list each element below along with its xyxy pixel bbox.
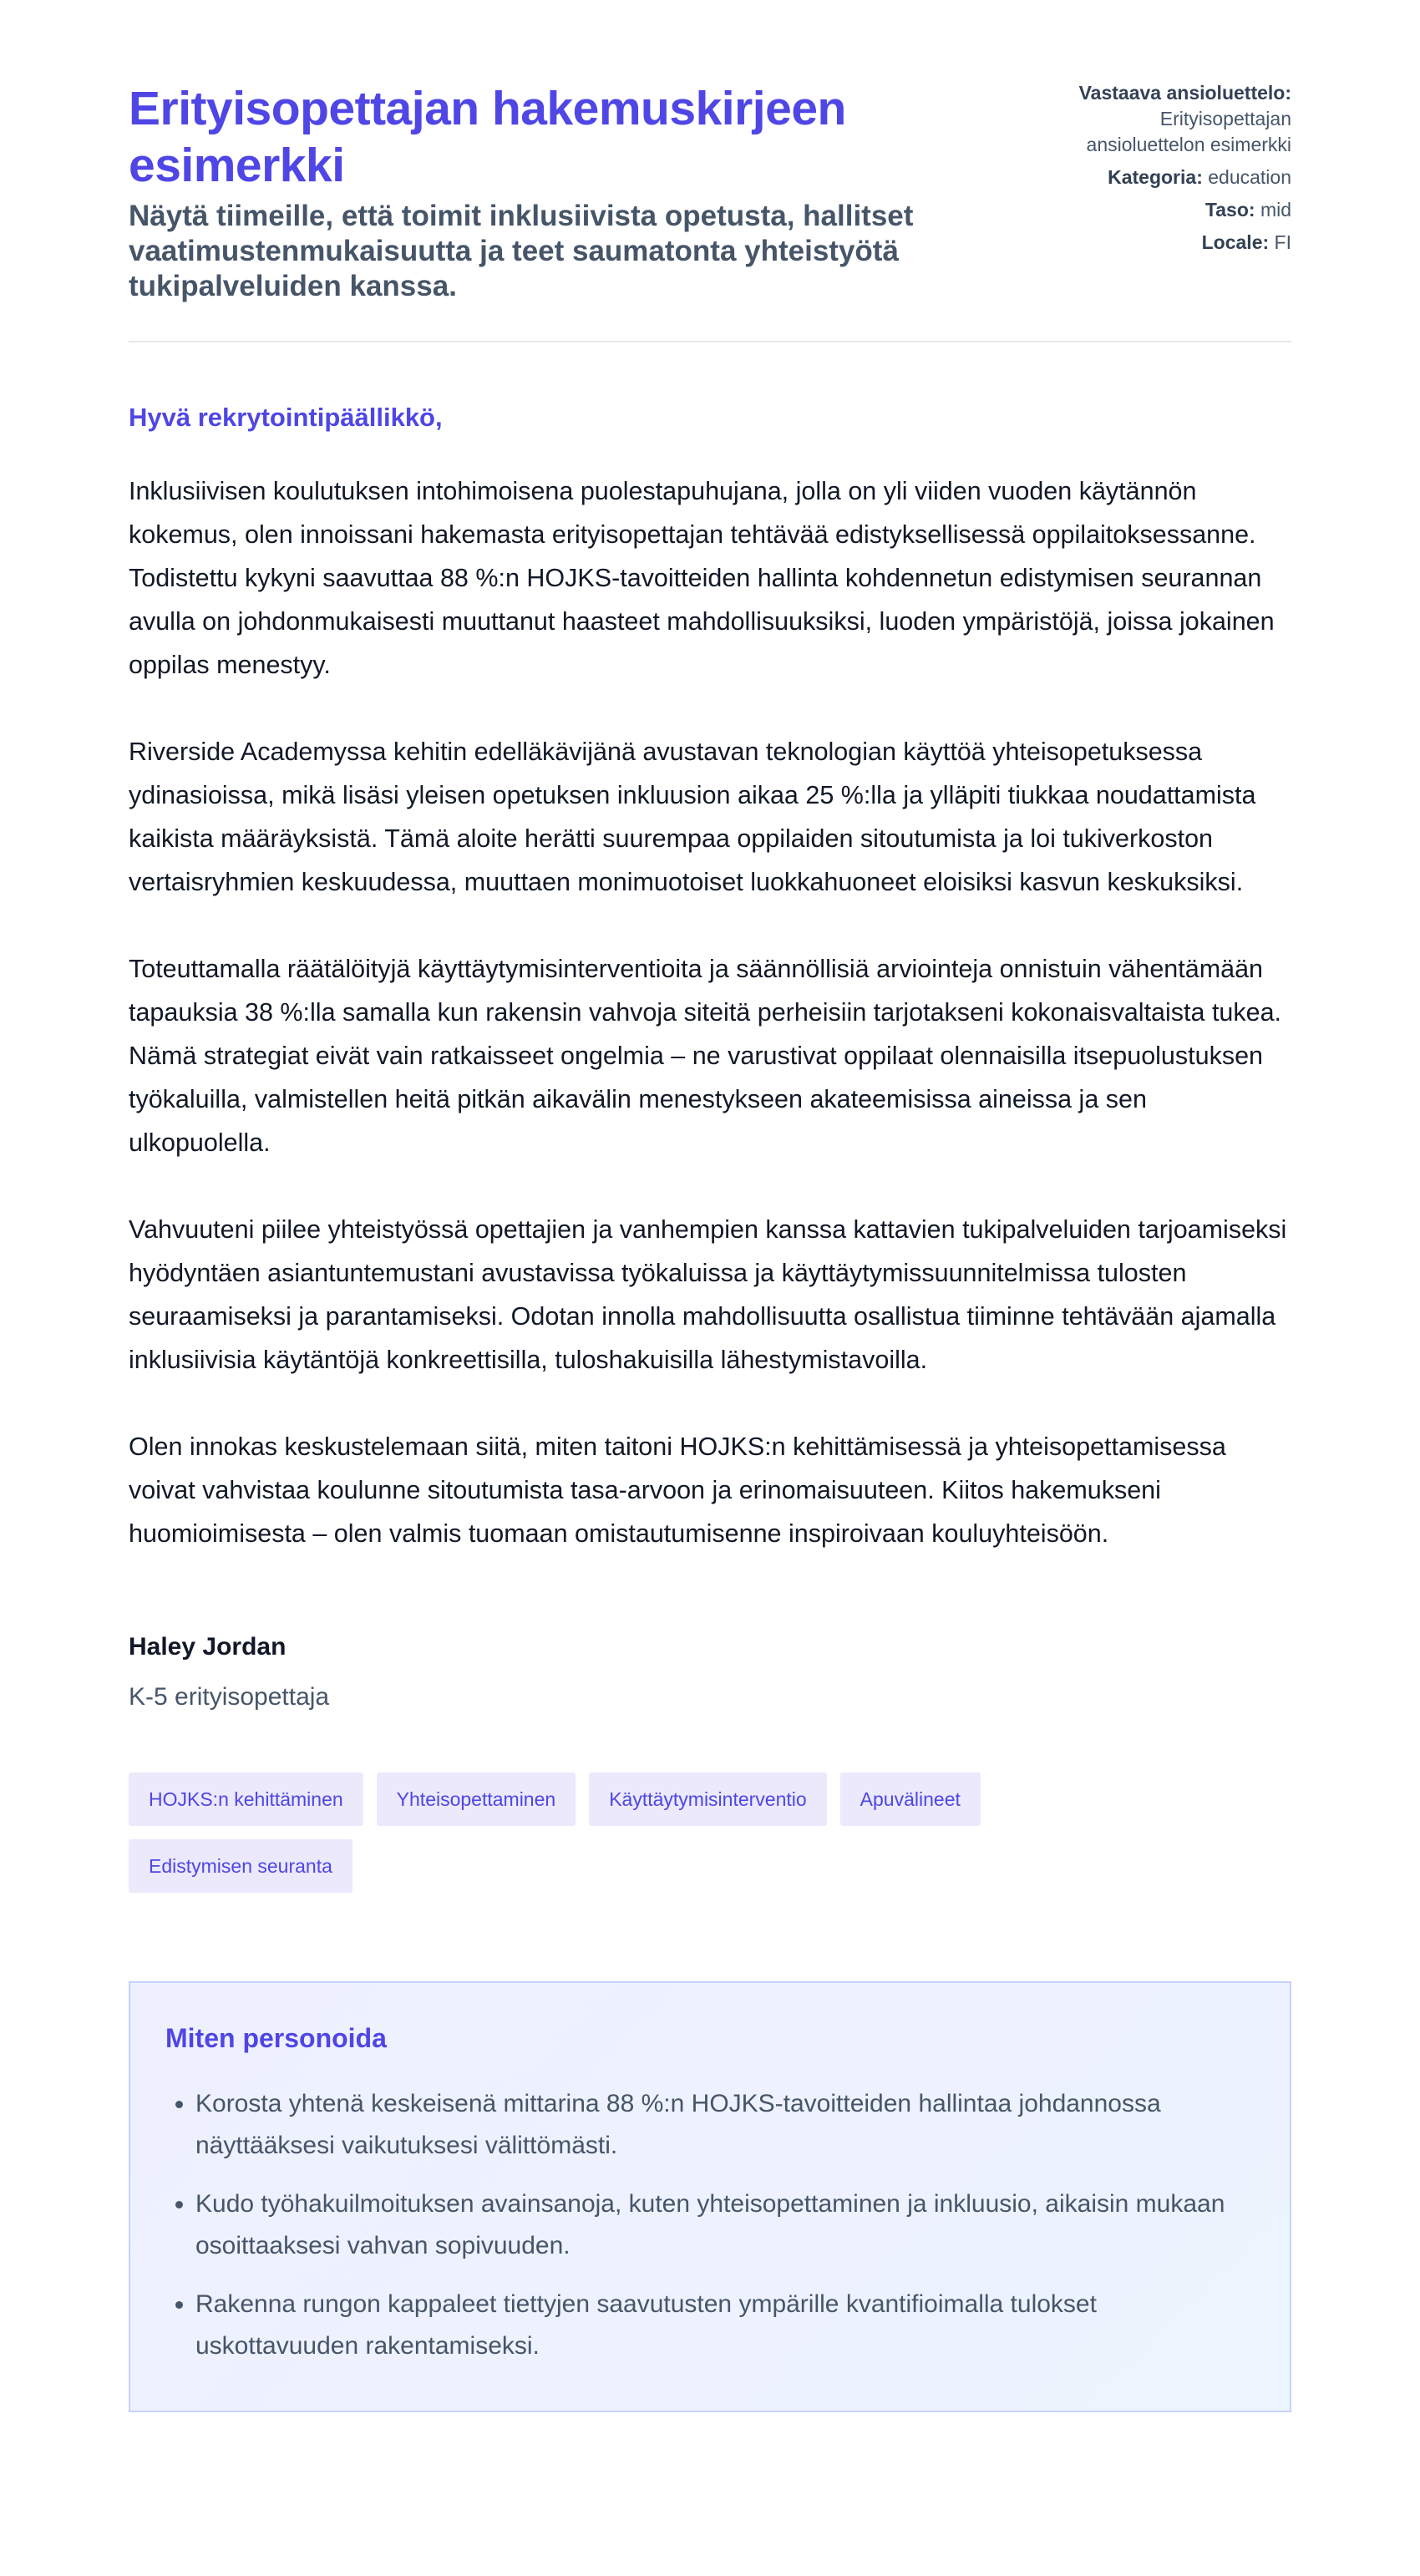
personalization-tips xyxy=(129,1981,1291,2412)
signature-title: K-5 erityisopettaja xyxy=(129,1683,330,1711)
skill-tag[interactable]: Apuvälineet xyxy=(840,1772,981,1826)
skill-tags xyxy=(129,1772,1131,1893)
meta-panel xyxy=(1041,80,1291,262)
tips-heading: Miten personoida xyxy=(165,2023,387,2053)
page-subtitle: Näytä tiimeille, että toimit inklusiivista opetusta, hallitset vaatimustenmukaisuutta ja teet saumatonta yhteistyötä tukipalveluiden kanssa. xyxy=(129,200,914,302)
tips-list xyxy=(165,2083,1255,2367)
skill-tag[interactable]: Edistymisen seuranta xyxy=(129,1839,352,1893)
page-header xyxy=(129,80,1291,304)
meta-category xyxy=(1041,165,1291,190)
tip-item: • Kudo työhakuilmoituksen avainsanoja, kuten yhteisopettaminen ja inkluusio, aikaisin mukaan osoittaaksesi vahvan sopivuuden. xyxy=(195,2183,1255,2267)
letter-body xyxy=(129,469,1291,1555)
meta-locale-value: FI xyxy=(1274,231,1291,253)
letter-paragraph: Riverside Academyssa kehitin edelläkävijänä avustavan teknologian käyttöä yhteisopetuksessa ydinasioissa, mikä lisäsi yleisen opetuksen inkluusion aikaa 25 %:lla ja ylläpiti tiukkaa noudattamista kaikista määräyksistä. Tämä aloite herätti suurempaa oppilaiden sitoutumista ja loi tukiverkoston vertaisryhmien keskuudessa, muuttaen monimuotoiset luokkahuoneet eloisiksi kasvun keskuksiksi. xyxy=(129,738,1256,896)
meta-locale-label: Locale: xyxy=(1201,231,1270,253)
tip-item: • Rakenna rungon kappaleet tiettyjen saavutusten ympärille kvantifioimalla tulokset uskottavuuden rakentamiseksi. xyxy=(195,2284,1255,2367)
skill-tag[interactable]: Yhteisopettaminen xyxy=(377,1772,576,1826)
header-divider xyxy=(129,341,1291,342)
meta-level xyxy=(1041,197,1291,223)
letter-greeting: Hyvä rekrytointipäällikkö, xyxy=(129,403,443,432)
tip-item: • Korosta yhtenä keskeisenä mittarina 88 %:n HOJKS-tavoitteiden hallintaa johdannossa näyttääksesi vaikutuksesi välittömästi. xyxy=(195,2083,1255,2167)
signature-block xyxy=(129,1630,1291,1714)
letter-paragraph: Vahvuuteni piilee yhteistyössä opettajien ja vanhempien kanssa kattavien tukipalveluiden tarjoamiseksi hyödyntäen asiantuntemustani avustavissa työkaluissa ja käyttäytymissuunnitelmissa tulosten seuraamiseksi ja parantamiseksi. Odotan innolla mahdollisuutta osallistua tiiminne tehtävään ajamalla inklusiivisia käytäntöjä konkreettisilla, tuloshakuisilla lähestymistavoilla. xyxy=(129,1215,1287,1374)
letter-paragraph: Toteuttamalla räätälöityjä käyttäytymisinterventioita ja säännöllisiä arviointeja onnistuin vähentämään tapauksia 38 %:lla samalla kun rakensin vahvoja siteitä perheisiin tarjotakseni kokonaisvaltaista tukea. Nämä strategiat eivät vain ratkaisseet ongelmia – ne varustivat oppilaat olennaisilla itsepuolustuksen työkaluilla, valmistellen heitä pitkän aikavälin menestykseen akateemisissa aineissa ja sen ulkopuolella. xyxy=(129,955,1282,1157)
meta-resume-label: Vastaava ansioluettelo: xyxy=(1078,82,1291,104)
title-block xyxy=(129,80,981,304)
letter-paragraph: Inklusiivisen koulutuksen intohimoisena puolestapuhujana, jolla on yli viiden vuoden käytännön kokemus, olen innoissani hakemasta erityisopettajan tehtävää edistyksellisessä oppilaitoksessanne. Todistettu kykyni saavuttaa 88 %:n HOJKS-tavoitteiden hallinta kohdennetun edistymisen seurannan avulla on johdonmukaisesti muuttanut haasteet mahdollisuuksiksi, luoden ympäristöjä, joissa jokainen oppilas menestyy. xyxy=(129,477,1275,679)
signature-name: Haley Jordan xyxy=(129,1633,287,1661)
meta-category-value: education xyxy=(1208,166,1291,188)
page-title: Erityisopettajan hakemuskirjeen esimerkki xyxy=(129,82,846,192)
meta-level-label: Taso: xyxy=(1204,199,1255,221)
skill-tag[interactable]: HOJKS:n kehittäminen xyxy=(129,1772,363,1826)
skill-tag[interactable]: Käyttäytymisinterventio xyxy=(589,1772,826,1826)
meta-locale xyxy=(1041,230,1291,256)
meta-resume-value[interactable]: Erityisopettajan ansioluettelon esimerkki xyxy=(1086,108,1291,155)
meta-resume xyxy=(1041,80,1291,158)
meta-level-value: mid xyxy=(1260,199,1291,221)
meta-category-label: Kategoria: xyxy=(1108,166,1203,188)
letter-paragraph: Olen innokas keskustelemaan siitä, miten taitoni HOJKS:n kehittämisessä ja yhteisopettamisessa voivat vahvistaa koulunne sitoutumista tasa-arvoon ja erinomaisuuteen. Kiitos hakemukseni huomioimisesta – olen valmis tuomaan omistautumisenne inspiroivaan kouluyhteisöön. xyxy=(129,1433,1226,1548)
